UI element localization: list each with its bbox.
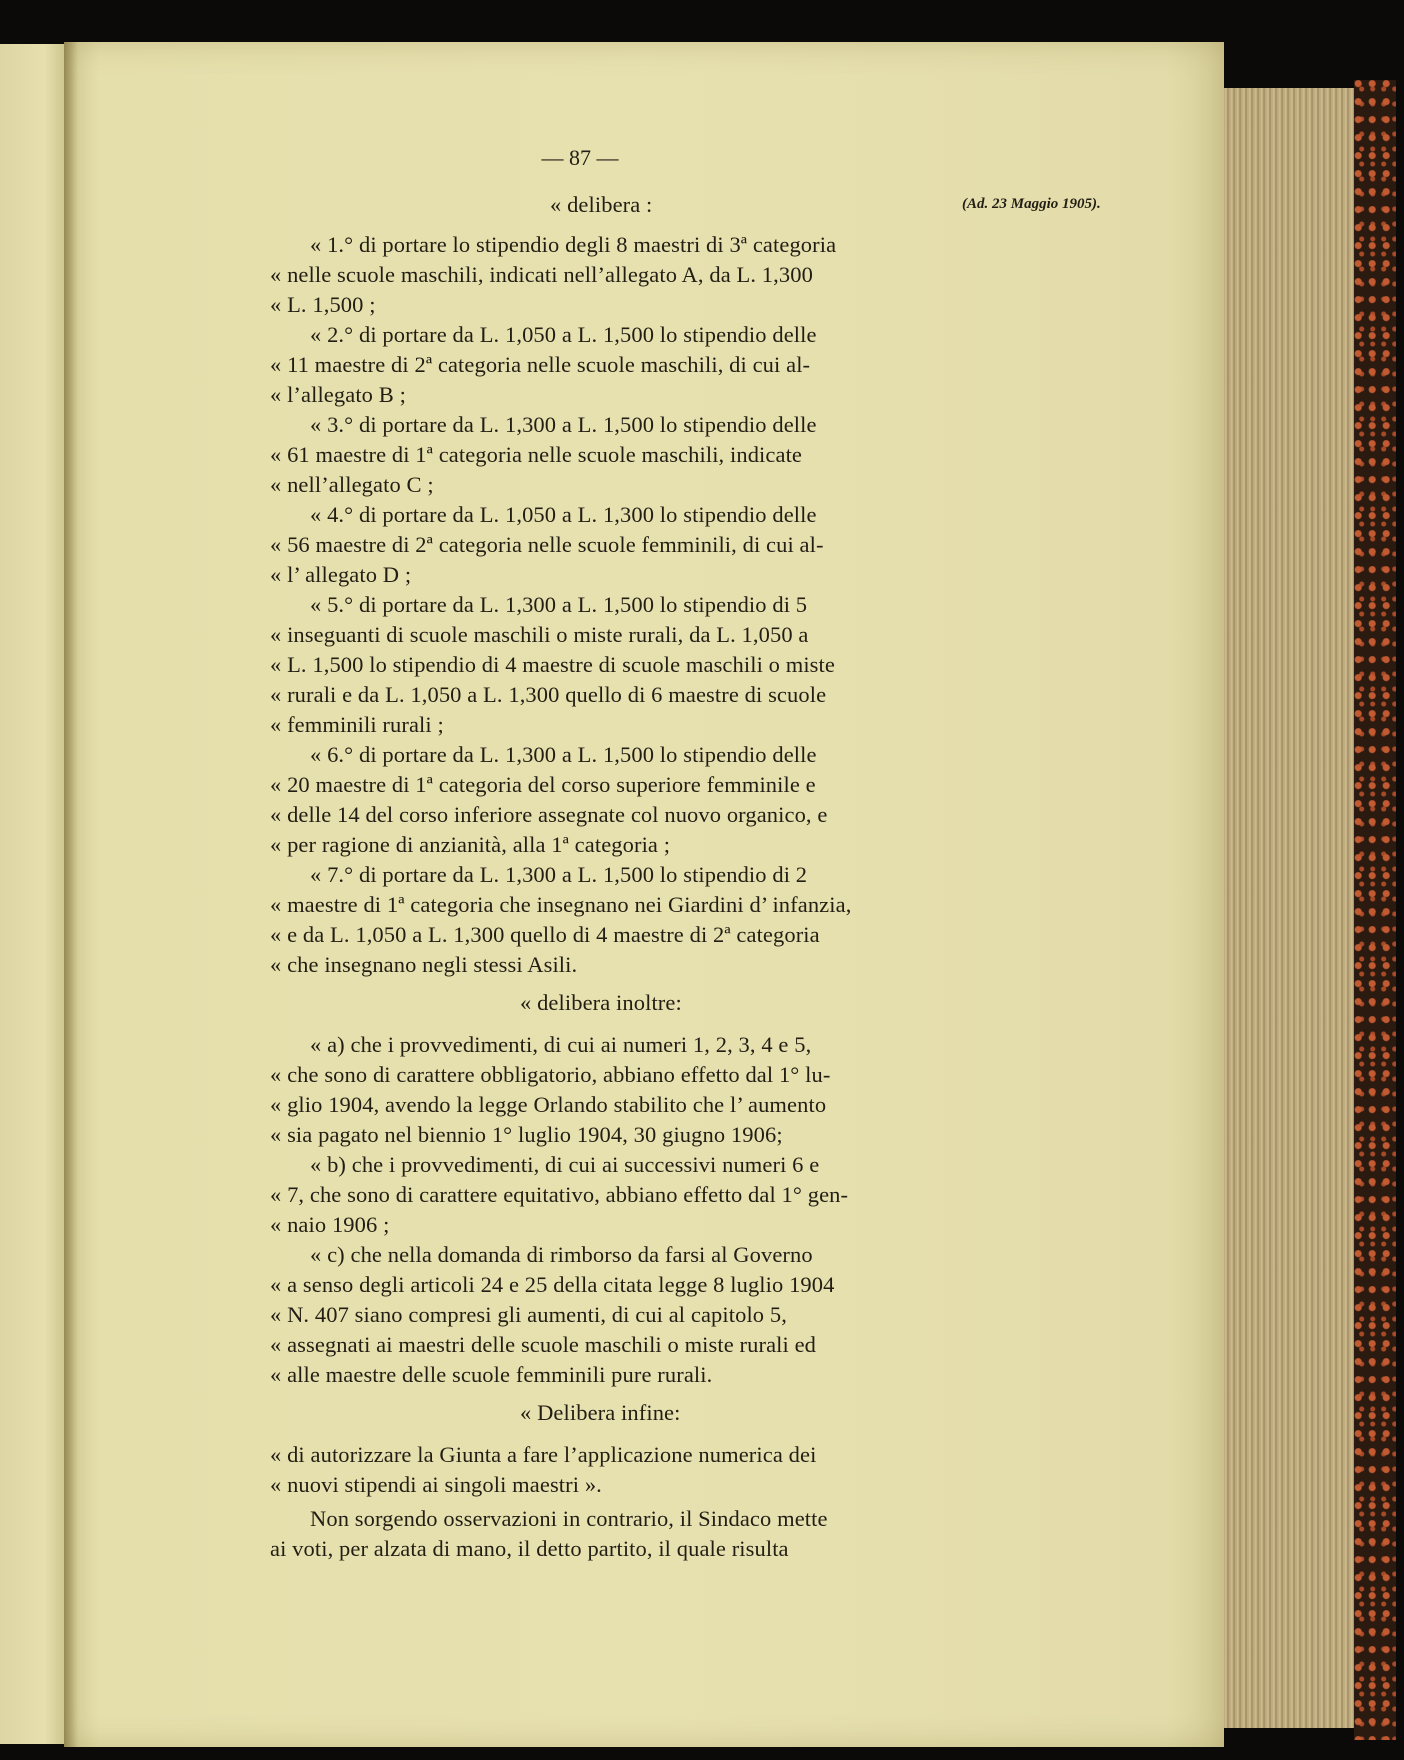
text-line: « che insegnano negli stessi Asili. (270, 952, 578, 977)
text-line: « 3.° di portare da L. 1,300 a L. 1,500 lo stipendio delle (310, 412, 817, 437)
text-line: « 6.° di portare da L. 1,300 a L. 1,500 lo stipendio delle (310, 742, 817, 767)
text-line: « 20 maestre di 1ª categoria del corso superiore femminile e (270, 772, 816, 797)
text-line: « 11 maestre di 2ª categoria nelle scuole maschili, di cui al- (270, 352, 811, 377)
text-line: « nell’allegato C ; (270, 472, 434, 497)
text-line: « L. 1,500 ; (270, 292, 376, 317)
text-line: « 4.° di portare da L. 1,050 a L. 1,300 lo stipendio delle (310, 502, 817, 527)
text-line: « 7, che sono di carattere equitativo, abbiano effetto dal 1° gen- (270, 1182, 849, 1207)
text-line: « che sono di carattere obbligatorio, abbiano effetto dal 1° lu- (270, 1062, 831, 1087)
margin-date-note: (Ad. 23 Maggio 1905). (962, 196, 1101, 212)
text-line: « 56 maestre di 2ª categoria nelle scuole femminili, di cui al- (270, 532, 824, 557)
text-line: « 2.° di portare da L. 1,050 a L. 1,500 lo stipendio delle (310, 322, 817, 347)
text-line: « alle maestre delle scuole femminili pure rurali. (270, 1362, 713, 1387)
heading-delibera: « delibera : (550, 192, 653, 217)
text-line: « e da L. 1,050 a L. 1,300 quello di 4 maestre di 2ª categoria (270, 922, 820, 947)
left-page-edge (0, 44, 64, 1744)
text-line: « naio 1906 ; (270, 1212, 390, 1237)
text-line: « 1.° di portare lo stipendio degli 8 maestri di 3ª categoria (310, 232, 837, 257)
page-number: — 87 — (541, 145, 619, 170)
text-line: « delle 14 del corso inferiore assegnate col nuovo organico, e (270, 802, 828, 827)
text-line: Non sorgendo osservazioni in contrario, il Sindaco mette (310, 1506, 828, 1531)
text-line: « di autorizzare la Giunta a fare l’applicazione numerica dei (270, 1442, 817, 1467)
text-line: « nuovi stipendi ai singoli maestri ». (270, 1472, 602, 1497)
text-line: « l’allegato B ; (270, 382, 406, 407)
heading-delibera-infine: « Delibera infine: (520, 1400, 681, 1425)
text-line: « c) che nella domanda di rimborso da farsi al Governo (310, 1242, 813, 1267)
text-line: ai voti, per alzata di mano, il detto partito, il quale risulta (270, 1536, 789, 1561)
page-stack-edges (1224, 88, 1354, 1728)
page-gutter (64, 42, 78, 1747)
text-line: « assegnati ai maestri delle scuole maschili o miste rurali ed (270, 1332, 817, 1357)
text-line: « glio 1904, avendo la legge Orlando stabilito che l’ aumento (270, 1092, 827, 1117)
text-line: « rurali e da L. 1,050 a L. 1,300 quello di 6 maestre di scuole (270, 682, 827, 707)
text-line: « per ragione di anzianità, alla 1ª categoria ; (270, 832, 671, 857)
text-line: « N. 407 siano compresi gli aumenti, di cui al capitolo 5, (270, 1302, 787, 1327)
text-line: « inseguanti di scuole maschili o miste rurali, da L. 1,050 a (270, 622, 809, 647)
text-line: « 7.° di portare da L. 1,300 a L. 1,500 lo stipendio di 2 (310, 862, 808, 887)
text-line: « 61 maestre di 1ª categoria nelle scuole maschili, indicate (270, 442, 803, 467)
text-line: « a) che i provvedimenti, di cui ai numeri 1, 2, 3, 4 e 5, (310, 1032, 812, 1057)
text-line: « 5.° di portare da L. 1,300 a L. 1,500 lo stipendio di 5 (310, 592, 808, 617)
heading-delibera-inoltre: « delibera inoltre: (520, 990, 682, 1015)
text-line: « maestre di 1ª categoria che insegnano nei Giardini d’ infanzia, (270, 892, 852, 917)
text-line: « l’ allegato D ; (270, 562, 412, 587)
text-line: « L. 1,500 lo stipendio di 4 maestre di scuole maschili o miste (270, 652, 835, 677)
book-cover (1354, 80, 1396, 1740)
text-line: « a senso degli articoli 24 e 25 della citata legge 8 luglio 1904 (270, 1272, 835, 1297)
text-line: « b) che i provvedimenti, di cui ai successivi numeri 6 e (310, 1152, 820, 1177)
text-line: « nelle scuole maschili, indicati nell’allegato A, da L. 1,300 (270, 262, 813, 287)
text-line: « sia pagato nel biennio 1° luglio 1904, 30 giugno 1906; (270, 1122, 783, 1147)
text-line: « femminili rurali ; (270, 712, 444, 737)
